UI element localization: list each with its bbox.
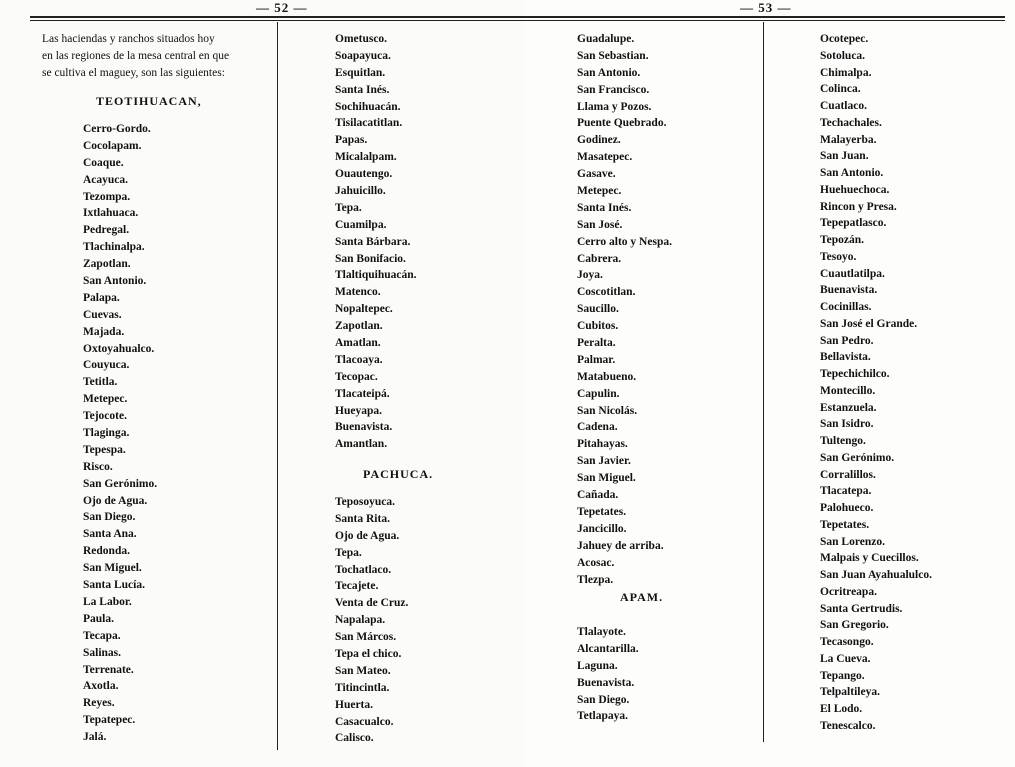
list-item: Tepespa.: [83, 443, 126, 456]
list-item: Cubitos.: [577, 320, 619, 333]
list-item: Laguna.: [577, 659, 618, 672]
list-item: Micalalpam.: [335, 151, 397, 164]
list-item: Tlezpa.: [577, 573, 614, 586]
list-item: Cerro-Gordo.: [83, 123, 151, 135]
list-item: Couyuca.: [83, 359, 130, 372]
list-item: Reyes.: [83, 697, 115, 710]
list-item: Oxtoyahualco.: [83, 342, 155, 355]
list-item: Cabrera.: [577, 252, 622, 265]
list-item: El Lodo.: [820, 703, 863, 715]
list-item: Joya.: [577, 269, 603, 282]
intro-paragraph: [42, 31, 270, 82]
list-pachuca: [335, 494, 408, 747]
list-item: Tepetates.: [577, 505, 627, 518]
list-item: San Antonio.: [820, 167, 884, 179]
list-item: San Juan Ayahualulco.: [820, 569, 932, 581]
list-item: San Juan.: [820, 150, 869, 163]
list-item: Capulin.: [577, 387, 620, 400]
list-item: Redonda.: [83, 545, 130, 558]
list-item: Santa Inés.: [335, 83, 390, 96]
list-item: Tepetates.: [820, 518, 870, 531]
list-item: Metepec.: [577, 185, 622, 198]
list-item: Amantlan.: [335, 438, 388, 451]
list-item: Coaque.: [83, 156, 124, 169]
list-item: San José el Grande.: [820, 317, 918, 330]
list-item: San Miguel.: [577, 472, 636, 485]
list-item: Sochihuacán.: [335, 100, 401, 113]
list-item: Teposoyuca.: [335, 496, 395, 508]
list-item: Llama y Pozos.: [577, 100, 652, 113]
list-item: Tepechichilco.: [820, 368, 890, 380]
list-item: Cuevas.: [83, 308, 122, 321]
list-item: Jahuey de arriba.: [577, 539, 664, 552]
list-column-4: [820, 31, 932, 735]
list-item: San Gerónimo.: [820, 451, 895, 464]
list-item: Hueyapa.: [335, 404, 382, 417]
list-item: San José.: [577, 218, 623, 231]
list-item: Ouautengo.: [335, 168, 393, 181]
intro-line: en las regiones de la mesa central en que: [42, 50, 230, 62]
list-item: San Sebastian.: [577, 49, 649, 62]
list-item: San Gregorio.: [820, 619, 889, 632]
list-item: San Miguel.: [83, 562, 142, 575]
list-item: Buenavista.: [335, 421, 393, 434]
list-item: Saucillo.: [577, 303, 619, 316]
list-item: San Gerónimo.: [83, 477, 158, 490]
list-item: San Pedro.: [820, 334, 874, 347]
list-item: Telpaltileya.: [820, 686, 880, 699]
top-rule: [30, 16, 1005, 18]
list-item: Tlachinalpa.: [83, 241, 145, 254]
list-item: Tesoyo.: [820, 250, 857, 263]
list-item: Ixtlahuaca.: [83, 207, 139, 220]
list-item: Huerta.: [335, 698, 374, 711]
list-item: Colinca.: [820, 83, 861, 96]
list-item: Bellavista.: [820, 351, 871, 364]
list-item: Tecapa.: [83, 629, 121, 642]
list-item: Acosac.: [577, 556, 615, 569]
list-item: Santa Bárbara.: [335, 235, 411, 248]
list-item: Chimalpa.: [820, 66, 872, 79]
list-item: Palapa.: [83, 291, 120, 304]
list-item: Cuamilpa.: [335, 218, 387, 231]
list-item: Cocolapam.: [83, 139, 142, 152]
list-item: Corralillos.: [820, 468, 876, 481]
list-item: Tultengo.: [820, 435, 866, 447]
list-item: Pitahayas.: [577, 438, 628, 451]
list-item: Nopaltepec.: [335, 303, 393, 316]
list-item: La Labor.: [83, 595, 132, 608]
list-item: Santa Rita.: [335, 512, 390, 525]
list-item: Peralta.: [577, 337, 616, 350]
section-heading-pachuca: PACHUCA.: [363, 467, 434, 481]
list-item: San Diego.: [83, 511, 136, 524]
list-item: Jalá.: [83, 731, 107, 744]
list-item: Tlaginga.: [83, 427, 130, 440]
list-item: Tetitla.: [83, 376, 118, 389]
list-item: San Lorenzo.: [820, 535, 885, 548]
list-item: Buenavista.: [577, 676, 635, 689]
intro-line: se cultiva el maguey, son las siguientes:: [42, 67, 225, 79]
list-item: Rincon y Presa.: [820, 200, 897, 213]
list-item: Tlacateipá.: [335, 387, 390, 400]
list-item: San Diego.: [577, 693, 630, 706]
list-item: Matenco.: [335, 286, 381, 299]
list-item: Zapotlan.: [335, 320, 383, 333]
list-item: Sotoluca.: [820, 49, 866, 62]
list-item: San Isidro.: [820, 418, 874, 431]
intro-line: Las haciendas y ranchos situados hoy: [42, 33, 215, 45]
list-item: Ocotepec.: [820, 33, 869, 45]
list-item: Puente Quebrado.: [577, 117, 667, 130]
list-item: Ojo de Agua.: [335, 529, 400, 542]
list-item: Tepa.: [335, 201, 362, 214]
list-item: Majada.: [83, 325, 125, 338]
list-item: Amatlan.: [335, 337, 381, 350]
list-item: La Cueva.: [820, 652, 871, 665]
list-item: Jancicillo.: [577, 522, 627, 535]
list-item: Ocritreapa.: [820, 585, 877, 598]
top-rule-thin: [30, 20, 1005, 21]
list-item: Acayuca.: [83, 173, 129, 186]
list-item: San Nicolás.: [577, 404, 638, 417]
list-item: Papas.: [335, 134, 368, 147]
list-item: San Antonio.: [83, 275, 147, 288]
list-item: Santa Lucía.: [83, 579, 145, 592]
list-column-3: [577, 31, 672, 588]
list-item: Huehuechoca.: [820, 183, 890, 196]
list-item: Salinas.: [83, 646, 122, 659]
list-item: Cuautlatilpa.: [820, 267, 885, 280]
list-item: Estanzuela.: [820, 401, 877, 414]
list-item: Tecasongo.: [820, 636, 874, 648]
list-item: Titincintla.: [335, 681, 390, 694]
list-item: Risco.: [83, 460, 113, 473]
list-item: Tecajete.: [335, 580, 379, 593]
section-heading-apam: APAM.: [620, 590, 664, 604]
list-item: San Bonifacio.: [335, 252, 406, 265]
list-item: Godinez.: [577, 134, 621, 147]
section-heading-teotihuacan: TEOTIHUACAN,: [96, 94, 202, 108]
list-item: Paula.: [83, 612, 114, 625]
list-item: Terrenate.: [83, 663, 134, 676]
page-number-right: — 53 —: [740, 0, 792, 15]
list-item: Tepa.: [335, 546, 362, 559]
list-item: Soapayuca.: [335, 49, 391, 62]
list-item: Palohueco.: [820, 502, 874, 514]
list-item: Tepatepec.: [83, 714, 136, 727]
list-item: Gasave.: [577, 168, 616, 181]
list-item: Pedregal.: [83, 224, 130, 237]
page-number-left: — 52 —: [256, 0, 308, 15]
list-item: San Mateo.: [335, 664, 391, 677]
list-item: Malpais y Cuecillos.: [820, 552, 919, 565]
list-item: Calisco.: [335, 732, 374, 745]
list-item: Santa Inés.: [577, 201, 632, 214]
list-item: Ometusco.: [335, 33, 388, 45]
list-item: Casacualco.: [335, 715, 394, 728]
list-item: Tlacatepa.: [820, 485, 872, 498]
list-item: Santa Ana.: [83, 528, 137, 541]
list-item: Tlaltiquihuacán.: [335, 269, 417, 282]
list-apam: [577, 624, 639, 725]
list-item: Tejocote.: [83, 410, 127, 423]
list-item: Zapotlan.: [83, 258, 131, 271]
list-item: Palmar.: [577, 353, 616, 366]
list-item: Tisilacatitlan.: [335, 117, 403, 130]
list-item: Tepa el chico.: [335, 648, 402, 661]
list-item: Malayerba.: [820, 133, 877, 146]
list-item: Matabueno.: [577, 370, 637, 383]
list-item: Napalapa.: [335, 614, 386, 627]
list-item: Metepec.: [83, 393, 128, 406]
list-item: Masatepec.: [577, 151, 633, 164]
list-item: Tepozán.: [820, 234, 864, 246]
list-item: Tezompa.: [83, 190, 131, 203]
list-column-2: [335, 31, 417, 453]
list-item: San Márcos.: [335, 631, 397, 644]
list-item: Tetlapaya.: [577, 710, 629, 723]
list-item: Tlalayote.: [577, 626, 626, 638]
list-item: Tecopac.: [335, 370, 378, 383]
list-item: Cocinillas.: [820, 301, 872, 313]
list-item: San Javier.: [577, 455, 631, 468]
list-item: San Francisco.: [577, 83, 650, 96]
column-divider-right: [763, 22, 764, 742]
list-item: Cerro alto y Nespa.: [577, 235, 672, 248]
list-item: Axotla.: [83, 680, 119, 693]
list-item: Buenavista.: [820, 284, 878, 297]
list-item: Jahuicillo.: [335, 185, 386, 198]
list-item: Tochatlaco.: [335, 563, 392, 576]
list-item: Santa Gertrudis.: [820, 602, 903, 615]
list-item: Cuatlaco.: [820, 100, 867, 112]
list-item: Tenescalco.: [820, 719, 876, 732]
list-item: Montecillo.: [820, 384, 876, 397]
list-item: Tepango.: [820, 669, 865, 682]
list-item: Esquitlan.: [335, 66, 386, 79]
list-item: Alcantarilla.: [577, 642, 639, 655]
list-item: Venta de Cruz.: [335, 597, 409, 610]
list-item: Tlacoaya.: [335, 353, 383, 366]
list-item: Techachales.: [820, 116, 882, 129]
list-item: Coscotitlan.: [577, 286, 636, 299]
list-item: Guadalupe.: [577, 33, 635, 45]
list-item: Cadena.: [577, 421, 618, 434]
list-item: San Antonio.: [577, 66, 641, 79]
list-item: Tepepatlasco.: [820, 217, 887, 230]
column-divider-left: [277, 22, 278, 750]
list-item: Cañada.: [577, 489, 619, 502]
list-teotihuacan: [83, 121, 157, 746]
list-item: Ojo de Agua.: [83, 494, 148, 507]
